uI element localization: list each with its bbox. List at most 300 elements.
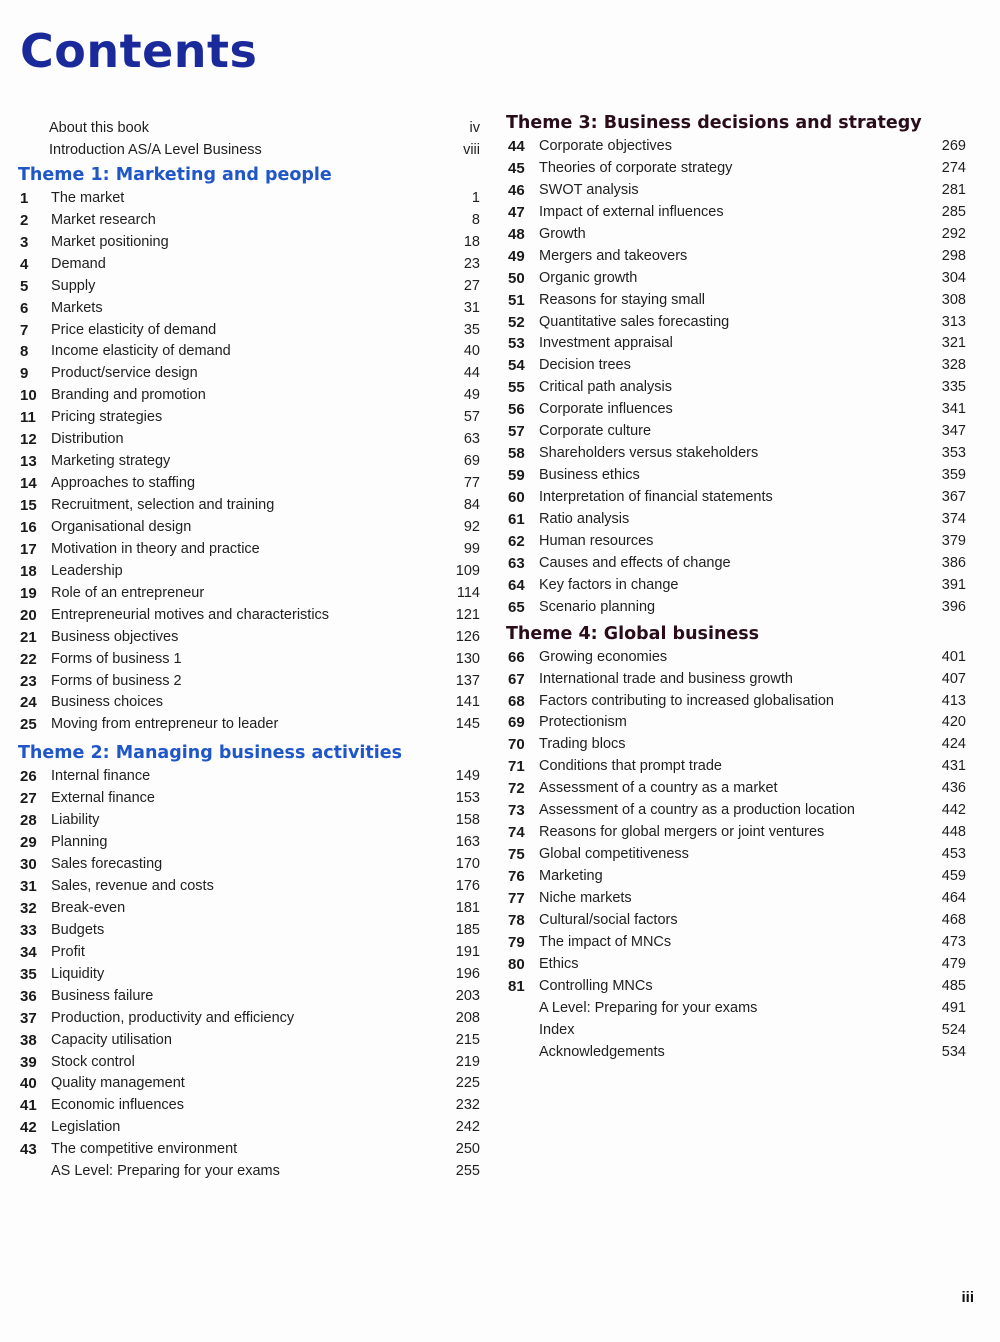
toc-entry[interactable]	[506, 647, 966, 669]
page-number-ref: 27	[463, 277, 480, 294]
chapter-title[interactable]: Market positioning	[51, 233, 169, 250]
chapter-title[interactable]: AS Level: Preparing for your exams	[51, 1163, 280, 1180]
chapter-title[interactable]: Moving from entrepreneur to leader	[51, 716, 279, 733]
chapter-title[interactable]: Ratio analysis	[539, 510, 630, 527]
page-number-ref: 126	[455, 628, 480, 645]
toc-entry[interactable]	[18, 451, 480, 473]
toc-entry[interactable]	[18, 671, 480, 693]
chapter-number: 43	[20, 1141, 37, 1159]
toc-entry[interactable]	[18, 140, 480, 162]
toc-entry[interactable]	[506, 866, 966, 888]
chapter-number: 1	[20, 189, 29, 207]
chapter-title[interactable]: The competitive environment	[51, 1141, 238, 1158]
toc-entry[interactable]	[506, 669, 966, 691]
chapter-number: 34	[20, 943, 37, 961]
chapter-title[interactable]: The market	[51, 189, 125, 206]
chapter-title[interactable]: Protectionism	[539, 714, 627, 731]
chapter-title[interactable]: Theories of corporate strategy	[539, 159, 733, 176]
chapter-title[interactable]: Acknowledgements	[539, 1043, 665, 1060]
page-number: iii	[961, 1289, 974, 1306]
chapter-title[interactable]: Reasons for global mergers or joint ventures	[539, 824, 825, 841]
chapter-title[interactable]: Niche markets	[539, 889, 632, 906]
page-number-ref: 313	[941, 313, 966, 330]
chapter-title[interactable]: Distribution	[51, 431, 124, 448]
toc-entry[interactable]	[18, 495, 480, 517]
chapter-number: 64	[508, 576, 525, 594]
toc-entry[interactable]	[506, 531, 966, 553]
toc-entry[interactable]	[506, 377, 966, 399]
page-number-ref: 401	[941, 648, 966, 665]
chapter-number: 70	[508, 736, 525, 754]
chapter-number: 52	[508, 313, 525, 331]
toc-entry[interactable]	[506, 268, 966, 290]
chapter-title[interactable]: The impact of MNCs	[539, 933, 672, 950]
chapter-number: 80	[508, 955, 525, 973]
chapter-title[interactable]: Branding and promotion	[51, 387, 206, 404]
chapter-number: 11	[20, 409, 36, 427]
toc-entry[interactable]	[18, 942, 480, 964]
page-number-ref: 347	[941, 423, 966, 440]
toc-entry[interactable]	[506, 954, 966, 976]
chapter-number: 46	[508, 181, 525, 199]
chapter-title[interactable]: Legislation	[51, 1119, 121, 1136]
chapter-title[interactable]: Role of an entrepreneur	[51, 584, 205, 601]
toc-entry[interactable]	[506, 224, 966, 246]
chapter-title[interactable]: Business failure	[51, 987, 154, 1004]
chapter-number: 79	[508, 933, 525, 951]
chapter-title[interactable]: Organisational design	[51, 518, 192, 535]
chapter-number: 17	[20, 540, 37, 558]
chapter-number: 42	[20, 1119, 37, 1137]
chapter-title[interactable]: Global competitiveness	[539, 846, 689, 863]
page-number-ref: 92	[463, 518, 480, 535]
theme-heading-2[interactable]: Theme 2: Managing business activities	[18, 743, 403, 764]
page-number-ref: 84	[463, 497, 480, 513]
toc-entry[interactable]	[18, 920, 480, 942]
chapter-title[interactable]: External finance	[51, 790, 155, 807]
toc-entry[interactable]	[18, 1073, 480, 1095]
page-number-ref: 145	[455, 716, 480, 733]
page-number-ref: 367	[941, 489, 966, 505]
chapter-title[interactable]: Break-even	[51, 899, 126, 916]
toc-entry[interactable]	[506, 136, 966, 158]
toc-entry[interactable]	[18, 385, 480, 407]
toc-entry[interactable]	[18, 583, 480, 605]
toc-entry[interactable]	[506, 553, 966, 575]
page-number-ref: 215	[455, 1031, 480, 1048]
page-number-ref: 114	[456, 584, 480, 601]
chapter-title[interactable]: Scenario planning	[539, 598, 656, 615]
page-number-ref: 321	[941, 335, 966, 352]
toc-entry[interactable]	[18, 188, 480, 210]
chapter-number: 21	[20, 628, 37, 646]
chapter-number: 61	[508, 510, 525, 528]
toc-entry[interactable]	[506, 246, 966, 268]
chapter-title[interactable]: Approaches to staffing	[51, 475, 196, 492]
chapter-number: 49	[508, 247, 525, 265]
chapter-number: 12	[20, 431, 37, 449]
page-number-ref: 141	[455, 694, 480, 711]
chapter-number: 77	[508, 889, 525, 907]
chapter-title[interactable]: Business ethics	[539, 467, 640, 484]
toc-entry[interactable]	[506, 399, 966, 421]
chapter-title[interactable]: Marketing strategy	[51, 453, 171, 470]
page-number-ref: 1	[471, 189, 480, 206]
chapter-title[interactable]: Marketing	[539, 868, 603, 884]
chapter-title[interactable]: Sales, revenue and costs	[51, 878, 214, 894]
chapter-title[interactable]: Supply	[51, 277, 96, 294]
chapter-title[interactable]: Quantitative sales forecasting	[539, 313, 730, 330]
page-number-ref: 298	[941, 247, 966, 264]
chapter-number: 60	[508, 489, 525, 506]
chapter-number: 3	[20, 233, 29, 251]
chapter-title[interactable]: Liquidity	[51, 965, 105, 982]
chapter-title[interactable]: Controlling MNCs	[539, 977, 653, 994]
chapter-number: 71	[508, 758, 525, 776]
toc-entry[interactable]	[506, 487, 966, 509]
chapter-title[interactable]: Decision trees	[539, 357, 631, 374]
toc-entry[interactable]	[18, 649, 480, 671]
chapter-number: 58	[508, 445, 525, 463]
toc-entry[interactable]	[18, 298, 480, 320]
chapter-number: 56	[508, 401, 525, 419]
chapter-title[interactable]: Market research	[51, 211, 156, 228]
chapter-title[interactable]: Profit	[51, 943, 85, 960]
page-number-ref: 63	[463, 431, 480, 448]
page-number-ref: 436	[941, 780, 966, 797]
chapter-title[interactable]: Leadership	[51, 562, 123, 579]
chapter-title[interactable]: International trade and business growth	[539, 670, 793, 687]
chapter-title[interactable]: Conditions that prompt trade	[539, 758, 722, 775]
toc-entry[interactable]	[18, 407, 480, 429]
page-number-ref: 181	[455, 899, 480, 916]
page-number-ref: 374	[941, 510, 966, 527]
chapter-number: 28	[20, 812, 37, 830]
page-number-ref: 18	[463, 233, 480, 250]
toc-entry[interactable]	[18, 517, 480, 539]
chapter-number: 6	[20, 299, 29, 317]
chapter-title[interactable]: Product/service design	[51, 365, 198, 382]
toc-entry[interactable]	[18, 254, 480, 276]
toc-entry[interactable]	[506, 597, 966, 619]
chapter-title[interactable]: Investment appraisal	[539, 335, 673, 352]
chapter-title[interactable]: Production, productivity and efficiency	[51, 1009, 295, 1026]
chapter-title[interactable]: Mergers and takeovers	[539, 247, 688, 264]
chapter-title[interactable]: Assessment of a country as a market	[539, 780, 778, 797]
chapter-title[interactable]: Human resources	[539, 532, 654, 549]
toc-entry[interactable]	[506, 712, 966, 734]
chapter-number: 25	[20, 716, 37, 734]
toc-entry[interactable]	[18, 1030, 480, 1052]
chapter-title[interactable]: Cultural/social factors	[539, 911, 678, 928]
chapter-number: 7	[20, 321, 29, 339]
toc-entry[interactable]	[506, 202, 966, 224]
chapter-title[interactable]: Quality management	[51, 1075, 185, 1092]
chapter-title[interactable]: Growing economies	[539, 648, 668, 665]
toc-entry[interactable]	[506, 932, 966, 954]
page-number-ref: 453	[941, 846, 966, 863]
theme-1-chapters	[18, 188, 480, 736]
chapter-title[interactable]: Growth	[539, 225, 586, 242]
toc-entry[interactable]	[18, 118, 480, 140]
page-number-ref: 534	[941, 1043, 966, 1060]
toc-entry[interactable]	[18, 363, 480, 385]
toc-entry[interactable]	[18, 692, 480, 714]
toc-entry[interactable]	[18, 232, 480, 254]
chapter-title[interactable]: Reasons for staying small	[539, 291, 706, 308]
toc-entry[interactable]	[506, 976, 966, 998]
chapter-number: 50	[508, 269, 525, 287]
toc-entry[interactable]	[506, 421, 966, 443]
chapter-title[interactable]: Capacity utilisation	[51, 1031, 172, 1048]
page-number-ref: 269	[941, 138, 966, 154]
chapter-number: 38	[20, 1031, 37, 1049]
page-number-ref: 341	[941, 401, 966, 418]
page-number-ref: 424	[941, 736, 966, 753]
chapter-title[interactable]: Ethics	[539, 955, 579, 972]
page-number-ref: iv	[469, 120, 480, 136]
toc-entry[interactable]	[506, 1042, 966, 1064]
chapter-title[interactable]: Trading blocs	[539, 736, 626, 753]
page-number-ref: 485	[941, 977, 966, 994]
toc-entry[interactable]	[506, 180, 966, 202]
chapter-number: 24	[20, 694, 37, 712]
chapter-number: 36	[20, 987, 37, 1005]
chapter-title[interactable]: Forms of business 1	[51, 650, 182, 667]
chapter-title[interactable]: Corporate culture	[539, 423, 652, 440]
toc-entry[interactable]	[18, 898, 480, 920]
toc-entry[interactable]	[18, 210, 480, 232]
chapter-title[interactable]: Corporate influences	[539, 401, 673, 418]
chapter-title[interactable]: About this book	[49, 120, 149, 136]
front-matter	[18, 118, 480, 162]
contents-column-right	[506, 110, 966, 1063]
chapter-title[interactable]: Income elasticity of demand	[51, 343, 231, 360]
toc-entry[interactable]	[506, 844, 966, 866]
chapter-title[interactable]: A Level: Preparing for your exams	[539, 999, 758, 1016]
page-number-ref: 57	[463, 409, 480, 426]
chapter-title[interactable]: Index	[539, 1021, 575, 1038]
chapter-title[interactable]: Budgets	[51, 921, 105, 938]
chapter-number: 81	[508, 977, 525, 995]
chapter-title[interactable]: Stock control	[51, 1053, 135, 1070]
toc-entry[interactable]	[18, 1095, 480, 1117]
chapter-title[interactable]: Planning	[51, 834, 108, 851]
page-number-ref: 242	[455, 1119, 480, 1136]
chapter-title[interactable]: Forms of business 2	[51, 672, 182, 689]
chapter-number: 13	[20, 453, 37, 471]
toc-entry[interactable]	[18, 810, 480, 832]
page-number-ref: 359	[941, 467, 966, 484]
toc-entry[interactable]	[18, 1161, 480, 1183]
chapter-number: 44	[508, 138, 525, 155]
page-number-ref: 473	[941, 933, 966, 950]
toc-entry[interactable]	[506, 333, 966, 355]
toc-entry[interactable]	[18, 876, 480, 898]
chapter-number: 65	[508, 598, 525, 616]
toc-entry[interactable]	[18, 832, 480, 854]
chapter-number: 41	[20, 1097, 37, 1115]
chapter-title[interactable]: Liability	[51, 812, 100, 829]
toc-entry[interactable]	[506, 575, 966, 597]
chapter-title[interactable]: Pricing strategies	[51, 409, 163, 426]
toc-entry[interactable]	[506, 910, 966, 932]
chapter-title[interactable]: Motivation in theory and practice	[51, 540, 260, 557]
chapter-title[interactable]: Corporate objectives	[539, 138, 672, 154]
page-number-ref: 448	[941, 824, 966, 841]
chapter-title[interactable]: Recruitment, selection and training	[51, 497, 275, 513]
page-number-ref: 176	[455, 878, 480, 894]
toc-entry[interactable]	[18, 429, 480, 451]
toc-entry[interactable]	[18, 341, 480, 363]
page-number-ref: 137	[455, 672, 480, 689]
chapter-title[interactable]: Key factors in change	[539, 576, 679, 593]
toc-entry[interactable]	[18, 986, 480, 1008]
page-number-ref: 170	[455, 856, 480, 873]
chapter-title[interactable]: Critical path analysis	[539, 379, 672, 396]
toc-entry[interactable]	[506, 1020, 966, 1042]
chapter-title[interactable]: Economic influences	[51, 1097, 184, 1114]
page-number-ref: 35	[463, 321, 480, 338]
toc-entry[interactable]	[18, 854, 480, 876]
chapter-number: 39	[20, 1053, 37, 1071]
page-number-ref: 304	[941, 269, 966, 286]
chapter-number: 47	[508, 203, 525, 221]
toc-entry[interactable]	[18, 539, 480, 561]
toc-entry[interactable]	[18, 1139, 480, 1161]
chapter-number: 45	[508, 159, 525, 177]
toc-entry[interactable]	[18, 320, 480, 342]
chapter-number: 32	[20, 899, 37, 917]
chapter-number: 8	[20, 343, 29, 361]
chapter-title[interactable]: Shareholders versus stakeholders	[539, 445, 759, 462]
chapter-title[interactable]: Markets	[51, 299, 103, 316]
chapter-title[interactable]: Assessment of a country as a production location	[539, 802, 855, 819]
chapter-number: 15	[20, 497, 37, 514]
page-number-ref: 285	[941, 203, 966, 220]
page-number-ref: 49	[463, 387, 480, 404]
contents-column-left	[18, 118, 480, 1183]
toc-entry[interactable]	[18, 561, 480, 583]
toc-entry[interactable]	[506, 443, 966, 465]
page-number-ref: 407	[941, 670, 966, 687]
chapter-title[interactable]: Entrepreneurial motives and characteristics	[51, 606, 330, 623]
toc-entry[interactable]	[506, 465, 966, 487]
chapter-number: 54	[508, 357, 525, 375]
page-number-ref: 524	[941, 1021, 966, 1038]
chapter-number: 9	[20, 365, 29, 383]
toc-entry[interactable]	[18, 1008, 480, 1030]
chapter-title[interactable]: Price elasticity of demand	[51, 321, 217, 338]
theme-heading-4[interactable]: Theme 4: Global business	[506, 623, 760, 644]
page-number-ref: 153	[455, 790, 480, 807]
chapter-title[interactable]: Factors contributing to increased globalisation	[539, 692, 834, 709]
page-number-ref: 464	[941, 889, 966, 906]
chapter-number: 2	[20, 211, 29, 229]
page-number-ref: 281	[941, 181, 966, 198]
chapter-title[interactable]: Business choices	[51, 694, 164, 711]
chapter-number: 51	[508, 291, 525, 309]
chapter-number: 40	[20, 1075, 37, 1093]
theme-heading-3[interactable]: Theme 3: Business decisions and strategy	[506, 113, 922, 133]
chapter-title[interactable]: Sales forecasting	[51, 856, 163, 873]
chapter-title[interactable]: Demand	[51, 255, 106, 272]
chapter-number: 73	[508, 802, 525, 820]
toc-entry[interactable]	[506, 691, 966, 713]
theme-heading-1[interactable]: Theme 1: Marketing and people	[18, 164, 332, 185]
page-number-ref: 386	[941, 554, 966, 571]
chapter-number: 75	[508, 846, 525, 864]
page-number-ref: 379	[941, 532, 966, 549]
chapter-number: 68	[508, 692, 525, 710]
toc-entry[interactable]	[506, 888, 966, 910]
toc-entry[interactable]	[506, 290, 966, 312]
toc-entry[interactable]	[18, 714, 480, 736]
toc-entry[interactable]	[18, 1052, 480, 1074]
toc-entry[interactable]	[18, 276, 480, 298]
toc-entry[interactable]	[506, 998, 966, 1020]
chapter-number: 30	[20, 856, 37, 874]
page-number-ref: 69	[463, 453, 480, 470]
chapter-title[interactable]: Interpretation of financial statements	[539, 489, 773, 505]
page-number-ref: 99	[463, 540, 480, 557]
chapter-title[interactable]: Introduction AS/A Level Business	[49, 141, 262, 158]
toc-entry[interactable]	[18, 473, 480, 495]
toc-entry[interactable]	[18, 964, 480, 986]
toc-entry[interactable]	[506, 822, 966, 844]
page-number-ref: viii	[463, 141, 480, 158]
chapter-title[interactable]: Internal finance	[51, 768, 151, 785]
chapter-title[interactable]: Causes and effects of change	[539, 554, 731, 571]
chapter-number: 66	[508, 648, 525, 666]
toc-entry[interactable]	[506, 756, 966, 778]
page-title: Contents	[20, 24, 258, 78]
page-number-ref: 468	[941, 911, 966, 928]
toc-entry[interactable]	[18, 1117, 480, 1139]
toc-entry[interactable]	[506, 158, 966, 180]
toc-entry[interactable]	[506, 355, 966, 377]
toc-entry[interactable]	[18, 788, 480, 810]
chapter-number: 10	[20, 387, 37, 405]
toc-entry[interactable]	[506, 734, 966, 756]
toc-entry[interactable]	[18, 627, 480, 649]
toc-entry[interactable]	[506, 312, 966, 334]
page-number-ref: 274	[941, 159, 966, 176]
page-number-ref: 232	[455, 1097, 480, 1114]
chapter-title[interactable]: SWOT analysis	[539, 181, 639, 198]
page-number-ref: 109	[455, 562, 480, 579]
toc-entry[interactable]	[18, 605, 480, 627]
chapter-number: 31	[20, 878, 37, 895]
page-number-ref: 44	[463, 365, 480, 382]
chapter-number: 20	[20, 606, 37, 624]
toc-entry[interactable]	[18, 766, 480, 788]
page-number-ref: 225	[455, 1075, 480, 1092]
chapter-title[interactable]: Impact of external influences	[539, 203, 724, 220]
toc-entry[interactable]	[506, 509, 966, 531]
page-number-ref: 40	[463, 343, 480, 360]
chapter-number: 35	[20, 965, 37, 983]
toc-entry[interactable]	[506, 778, 966, 800]
page-number-ref: 191	[455, 943, 480, 960]
chapter-title[interactable]: Business objectives	[51, 628, 179, 645]
chapter-number: 16	[20, 518, 37, 536]
toc-entry[interactable]	[506, 800, 966, 822]
page-number-ref: 23	[463, 255, 480, 272]
chapter-number: 67	[508, 670, 525, 688]
chapter-number: 23	[20, 672, 37, 690]
chapter-title[interactable]: Organic growth	[539, 269, 638, 286]
